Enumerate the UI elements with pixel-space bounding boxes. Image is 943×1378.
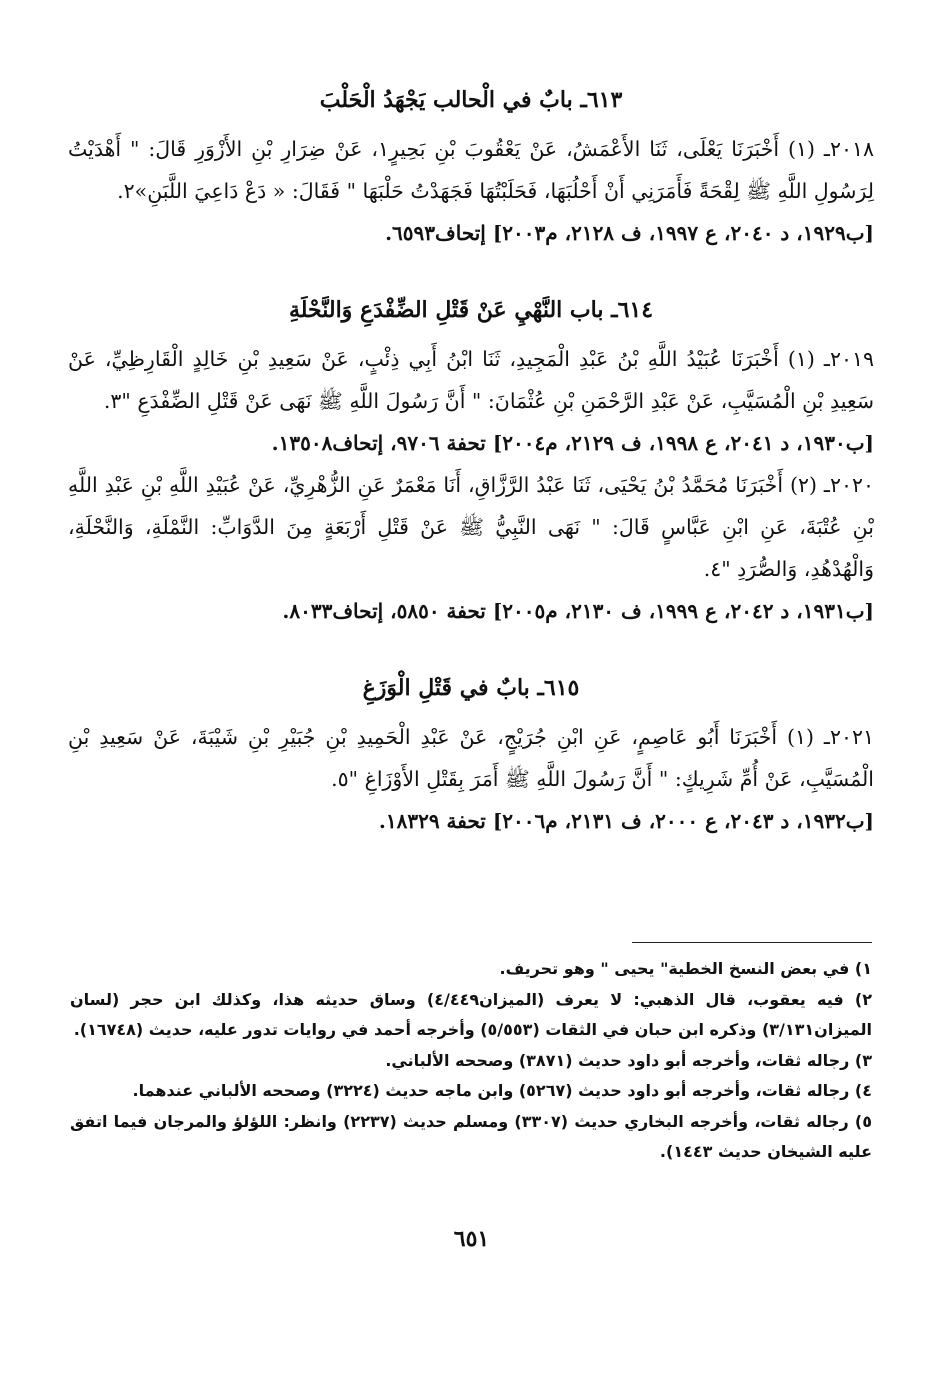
hadith-reference: [ب١٩٣٠، د ٢٠٤١، ع ١٩٩٨، ف ٢١٢٩، م٢٠٠٤] تحفة ٩٧٠٦، إتحاف١٣٥٠٨. xyxy=(271,431,874,455)
hadith-2018: ٢٠١٨ـ (١) أَخْبَرَنَا يَعْلَى، ثَنَا الأَعْمَشُ، عَنْ يَعْقُوبَ بْنِ بَحِيرٍ١، عَنْ ضِرَارِ بْنِ الأَزْوَرِ قَالَ: " أَهْدَيْتُ لِرَسُولِ اللَّهِ ﷺ لِقْحَةً فَأَمَرَنِي أَنْ أَحْلُبَهَا، فَحَلَبْتُهَا فَجَهَدْتُ حَلْبَهَا " فَقَالَ: « دَعْ دَاعِيَ اللَّبَنِ»٢. xyxy=(68,137,874,203)
footnote-5: ٥) رجاله ثقات، وأخرجه البخاري حديث (٣٣٠٧) ومسلم حديث (٢٢٣٧) وانظر: اللؤلؤ والمرجان فيما اتفق عليه الشيخان حديث ١٤٤٣). xyxy=(70,1111,873,1161)
footnote-1: ١) في بعض النسخ الخطية" يحيى " وهو تحريف. xyxy=(499,959,872,978)
section-613 xyxy=(68,80,874,254)
page-number: ٦٥١ xyxy=(453,1226,490,1252)
footnotes xyxy=(70,954,872,1168)
chapter-title: ٦١٥ـ بابٌ في قَتْلِ الْوَزَغِ xyxy=(362,675,580,701)
footnote-divider xyxy=(632,942,872,943)
chapter-title: ٦١٣ـ بابٌ في الْحالب يَجْهَدُ الْحَلْبَ xyxy=(319,87,623,113)
footnote-3: ٣) رجاله ثقات، وأخرجه أبو داود حديث (٣٨٧١) وصححه الألباني. xyxy=(385,1050,872,1070)
hadith-reference: [ب١٩٣٢، د ٢٠٤٣، ع ٢٠٠٠، ف ٢١٣١، م٢٠٠٦] تحفة ١٨٣٢٩. xyxy=(378,809,874,833)
footnote-2: ٢) فيه يعقوب، قال الذهبي: لا يعرف (الميزان٤/٤٤٩) وساق حديثه هذا، وكذلك ابن حجر (لسان الميزان٣/١٣١) وذكره ابن حبان في الثقات (٥/٥٥٣) وأخرجه أحمد في روايات تدور عليه، حديث (١٦٧٤٨). xyxy=(70,989,873,1039)
hadith-2020: ٢٠٢٠ـ (٢) أَخْبَرَنَا مُحَمَّدُ بْنُ يَحْيَى، ثَنَا عَبْدُ الرَّزَّاقِ، أَنَا مَعْمَرٌ عَنِ الزُّهْرِيِّ، عَنْ عُبَيْدِ اللَّهِ بْنِ عَبْدِ اللَّهِ بْنِ عُتْبَةَ، عَنِ ابْنِ عَبَّاسٍ قَالَ: " نَهَى النَّبِيُّ ﷺ عَنْ قَتْلِ أَرْبَعَةٍ مِنَ الدَّوَابِّ: النَّمْلَةِ، وَالنَّحْلَةِ، وَالْهُدْهُدِ، وَالصُّرَدِ "٤. xyxy=(68,473,874,581)
main-text xyxy=(68,80,874,842)
section-615 xyxy=(68,668,874,842)
hadith-2019: ٢٠١٩ـ (١) أَخْبَرَنَا عُبَيْدُ اللَّهِ بْنُ عَبْدِ الْمَجِيدِ، ثَنَا ابْنُ أَبِي ذِئْبٍ، عَنْ سَعِيدِ بْنِ خَالِدٍ الْقَارِظِيِّ، عَنْ سَعِيدِ بْنِ الْمُسَيَّبِ، عَنْ عَبْدِ الرَّحْمَنِ بْنِ عُثْمَانَ: " أَنَّ رَسُولَ اللَّهِ ﷺ نَهَى عَنْ قَتْلِ الضِّفْدَعِ "٣. xyxy=(68,347,874,413)
footnote-4: ٤) رجاله ثقات، وأخرجه أبو داود حديث (٥٢٦٧) وابن ماجه حديث (٣٢٢٤) وصححه الألباني عندهما. xyxy=(132,1081,872,1100)
hadith-2021: ٢٠٢١ـ (١) أَخْبَرَنَا أَبُو عَاصِمٍ، عَنِ ابْنِ جُرَيْجٍ، عَنْ عَبْدِ الْحَمِيدِ بْنِ جُبَيْرِ بْنِ شَيْبَةَ، عَنْ سَعِيدِ بْنِ الْمُسَيَّبِ، عَنْ أُمِّ شَرِيكٍ: " أَنَّ رَسُولَ اللَّهِ ﷺ أَمَرَ بِقَتْلِ الأَوْزَاغِ "٥. xyxy=(68,725,874,791)
hadith-reference: [ب١٩٣١، د ٢٠٤٢، ع ١٩٩٩، ف ٢١٣٠، م٢٠٠٥] تحفة ٥٨٥٠، إتحاف٨٠٣٣. xyxy=(282,599,874,623)
section-614 xyxy=(68,290,874,632)
chapter-title: ٦١٤ـ باب النَّهْيِ عَنْ قَتْلِ الضِّفْدَعِ وَالنَّحْلَةِ xyxy=(288,297,654,323)
hadith-reference: [ب١٩٢٩، د ٢٠٤٠، ع ١٩٩٧، ف ٢١٢٨، م٢٠٠٣] إتحاف٦٥٩٣. xyxy=(385,221,874,245)
